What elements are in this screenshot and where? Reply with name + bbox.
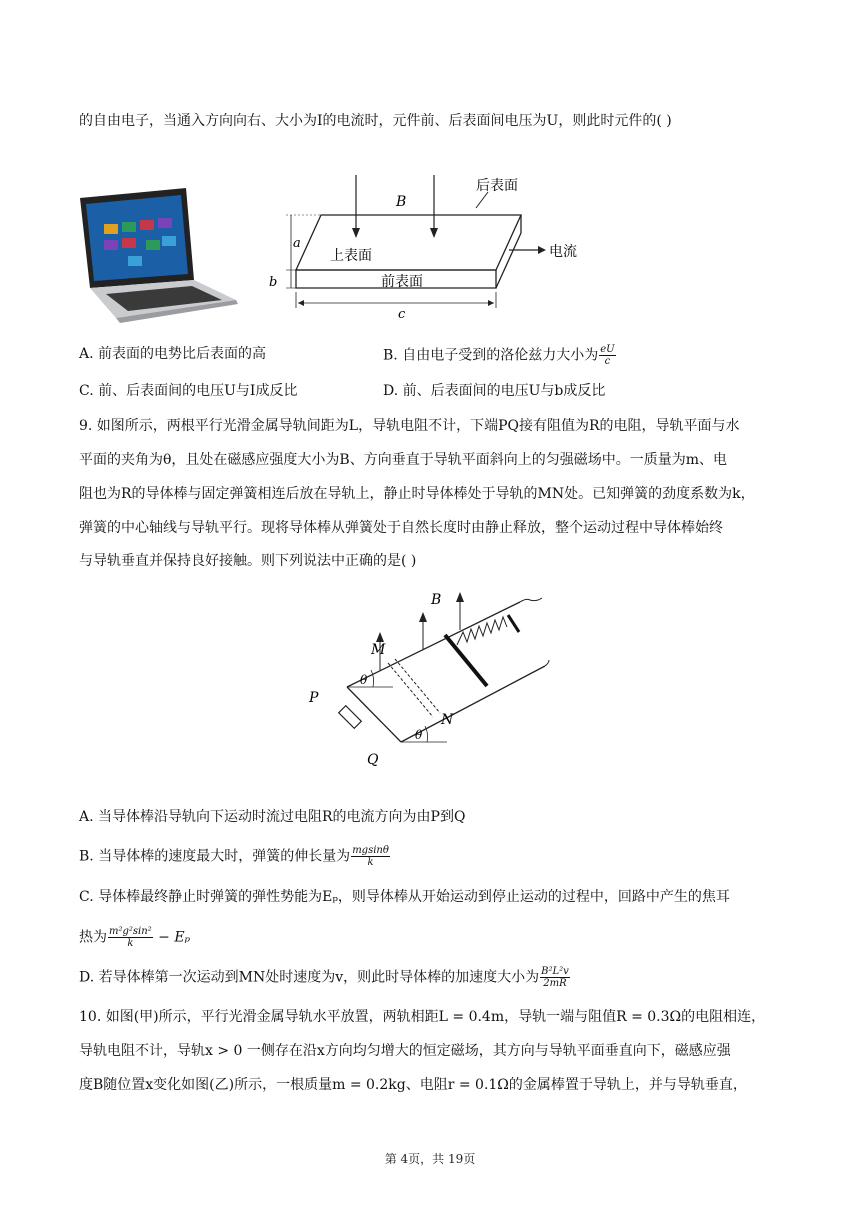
inclined-rail-figure <box>305 580 555 770</box>
label-B: B <box>431 592 442 608</box>
q9-option-c-line1: C. 导体棒最终静止时弹簧的弹性势能为Eₚ，则导体棒从开始运动到停止运动的过程中，回路中产生的焦耳 <box>79 889 730 905</box>
q9-option-d: D. 若导体棒第一次运动到MN处时速度为v，则此时导体棒的加速度大小为 $\frac{\text{B²L²v}}{2mR}$ <box>79 966 569 989</box>
laptop-image <box>76 184 242 324</box>
q9-option-c-line2: 热为 $\frac{\text{m²g²sin²}}{k}$ − Eₚ <box>79 926 191 949</box>
q10-line-1: 10. 如图(甲)所示，平行光滑金属导轨水平放置，两轨相距L = 0.4m，导轨一端与阻值R = 0.3Ω的电阻相连， <box>79 1009 766 1025</box>
q8-option-a: A. 前表面的电势比后表面的高 <box>79 346 267 362</box>
label-Q: Q <box>367 752 379 768</box>
label-theta-upper: θ <box>360 673 368 687</box>
label-M: M <box>371 642 386 658</box>
q10-line-3: 度B随位置x变化如图(乙)所示，一根质量m = 0.2kg、电阻r = 0.1Ω的金属棒置于导轨上，并与导轨垂直， <box>79 1077 747 1093</box>
q9-line-3: 阻也为R的导体棒与固定弹簧相连后放在导轨上，静止时导体棒处于导轨的MN处。已知弹簧的劲度系数为k， <box>79 486 755 502</box>
label-theta-lower: θ <box>415 728 423 742</box>
intro-line: 的自由电子，当通入方向向右、大小为I的电流时，元件前、后表面间电压为U，则此时元件的( ) <box>79 113 672 129</box>
q9-line-2: 平面的夹角为θ，且处在磁感应强度大小为B、方向垂直于导轨平面斜向上的匀强磁场中。一质量为m、电 <box>79 452 727 468</box>
q9-line-1: 9. 如图所示，两根平行光滑金属导轨间距为L，导轨电阻不计，下端PQ接有阻值为R的电阻，导轨平面与水 <box>79 418 740 434</box>
page-footer: 第 4页，共 19页 <box>384 1152 476 1166</box>
label-b: b <box>269 275 278 290</box>
label-P: P <box>309 690 319 706</box>
label-N: N <box>441 712 454 728</box>
q8-option-b: B. 自由电子受到的洛伦兹力大小为 $\frac{eU}{c}$ <box>383 344 615 367</box>
q9-line-4: 弹簧的中心轴线与导轨平行。现将导体棒从弹簧处于自然长度时由静止释放，整个运动过程中导体棒始终 <box>79 520 723 536</box>
q9-line-5: 与导轨垂直并保持良好接触。则下列说法中正确的是( ) <box>79 553 417 569</box>
label-c: c <box>398 307 406 320</box>
label-back-face: 后表面 <box>476 178 518 194</box>
q9-option-b: B. 当导体棒的速度最大时，弹簧的伸长量为 $\frac{mgsin\theta}{k}$ <box>79 845 389 868</box>
q10-line-2: 导轨电阻不计，导轨x > 0 一侧存在沿x方向均匀增大的恒定磁场，其方向与导轨平面垂直向下，磁感应强 <box>79 1043 731 1059</box>
q8-option-c: C. 前、后表面间的电压U与I成反比 <box>79 383 298 399</box>
label-top-face: 上表面 <box>330 248 372 264</box>
label-front-face: 前表面 <box>381 274 423 290</box>
label-current: 电流 <box>549 244 577 260</box>
q9-option-a: A. 当导体棒沿导轨向下运动时流过电阻R的电流方向为由P到Q <box>79 809 466 825</box>
hall-element-figure <box>266 170 616 320</box>
q8-option-d: D. 前、后表面间的电压U与b成反比 <box>383 383 606 399</box>
label-B: B <box>396 194 407 210</box>
label-a: a <box>293 236 301 251</box>
